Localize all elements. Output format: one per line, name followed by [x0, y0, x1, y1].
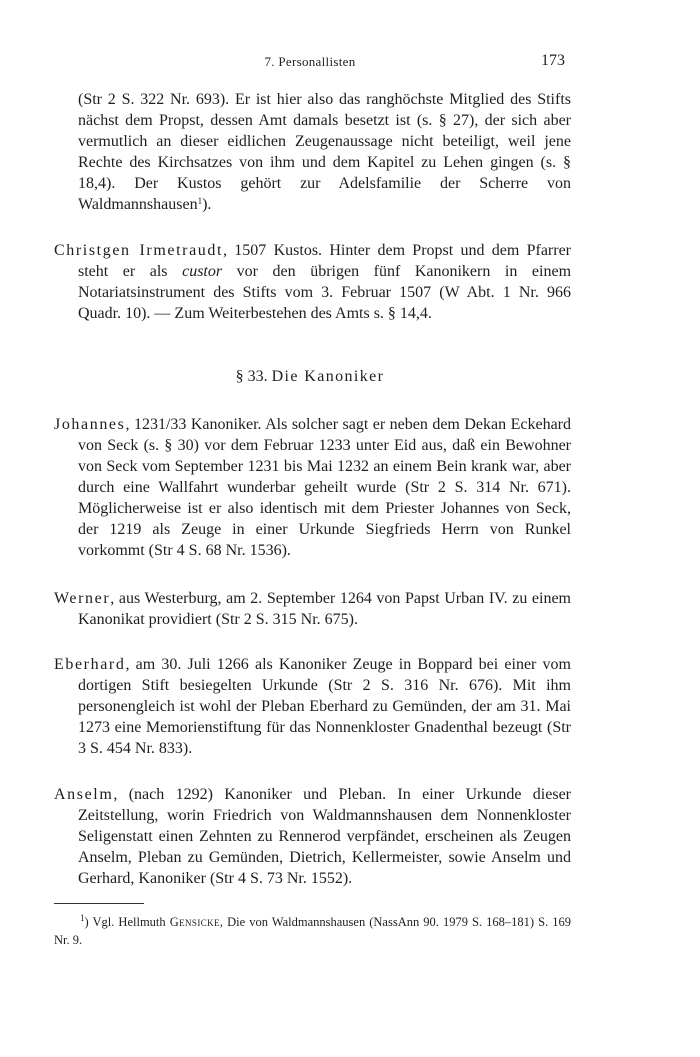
footnote-text: ) Vgl. Hellmuth	[84, 915, 170, 929]
entry-christgen-irmetraudt	[54, 240, 571, 324]
footnote-separator	[54, 903, 144, 904]
entry-text: , 1231/33 Kanoniker. Als solcher sagt er neben dem Dekan Eckehard von Seck (s. § 30) vor dem Februar 1233 unter Eid aus, daß ein Bewohner von Seck vom September 1231 bis Mai 1232 an einem Bein krank war, aber durch eine Wallfahrt wunderbar geheilt wurde (Str 2 S. 314 Nr. 671). Möglicherweise ist er also identisch mit dem Priester Johannes von Seck, der 1219 als Zeuge in einer Urkunde Siegfrieds Herrn von Runkel vorkommt (Str 4 S. 68 Nr. 1536).	[78, 416, 571, 559]
section-heading	[0, 368, 620, 386]
footnote-author: Gensicke	[169, 915, 220, 929]
entry-text: , (nach 1292) Kanoniker und Pleban. In einer Urkunde dieser Zeitstellung, worin Friedrich von Waldmannshausen dem Nonnenkloster Seligenstatt einen Zehnten zu Rennerod verpfändet, erscheinen als Zeugen Anselm, Pleban zu Gemünden, Dietrich, Kellermeister, sowie Anselm und Gerhard, Kanoniker (Str 4 S. 73 Nr. 1552).	[78, 786, 571, 887]
continuation-text-end: ).	[202, 196, 212, 213]
entry-name: Johannes	[54, 416, 126, 433]
continuation-paragraph	[54, 89, 571, 215]
entry-name: Anselm	[54, 786, 114, 803]
footnote-mark: 1	[80, 913, 85, 923]
entry-text: , am 30. Juli 1266 als Kanoniker Zeuge in Boppard bei einer vom dortigen Stift besiegelten Urkunde (Str 2 S. 316 Nr. 676). Mit ihm personengleich ist wohl der Pleban Eberhard zu Gemünden, der am 31. Mai 1273 eine Memorienstiftung für das Nonnenkloster Gnadenthal bezeugt (Str 3 S. 454 Nr. 833).	[78, 656, 571, 757]
running-head	[0, 52, 700, 72]
entry-text-end: vor den übrigen fünf Kanonikern in einem Notariatsinstrument des Stifts vom 3. Februar 1507 (W Abt. 1 Nr. 966 Quadr. 10). — Zum Weiterbestehen des Amts s. § 14,4.	[78, 263, 572, 322]
page-number: 173	[541, 52, 565, 69]
footnote-reference[interactable]: 1	[197, 196, 203, 206]
entry-italic-term: custor	[182, 263, 223, 280]
continuation-text: (Str 2 S. 322 Nr. 693). Er ist hier also das ranghöchste Mitglied des Stifts nächst dem Propst, dessen Amt damals besetzt ist (s. § 27), der sich aber vermutlich an dieser eidlichen Zeugenaussage nicht beteiligt, weil jene Rechte des Kirchsatzes von ihm und dem Kapitel zu Lehen gingen (s. § 18,4). Der Kustos gehört zur Adelsfamilie der Scherre von Waldmannshausen	[78, 91, 571, 213]
entry-text: , 1507 Kustos. Hinter dem Propst und dem Pfarrer steht er als	[78, 242, 572, 280]
entry-name: Werner	[54, 590, 111, 607]
entry-text: , aus Westerburg, am 2. September 1264 von Papst Urban IV. zu einem Kanonikat providiert (Str 2 S. 315 Nr. 675).	[78, 590, 571, 628]
entry-johannes	[54, 414, 571, 561]
entry-anselm	[54, 784, 571, 889]
entry-eberhard	[54, 654, 571, 759]
section-number: § 33.	[235, 368, 268, 385]
entry-name: Christgen Irmetraudt	[54, 242, 224, 259]
footnote-text-end: , Die von Waldmannshausen (NassAnn 90. 1979 S. 168–181) S. 169 Nr. 9.	[54, 915, 571, 947]
section-title: Die Kanoniker	[271, 368, 385, 385]
running-head-title: 7. Personallisten	[264, 54, 356, 69]
footnote	[54, 913, 571, 949]
entry-werner	[54, 588, 571, 630]
entry-name: Eberhard	[54, 656, 126, 673]
